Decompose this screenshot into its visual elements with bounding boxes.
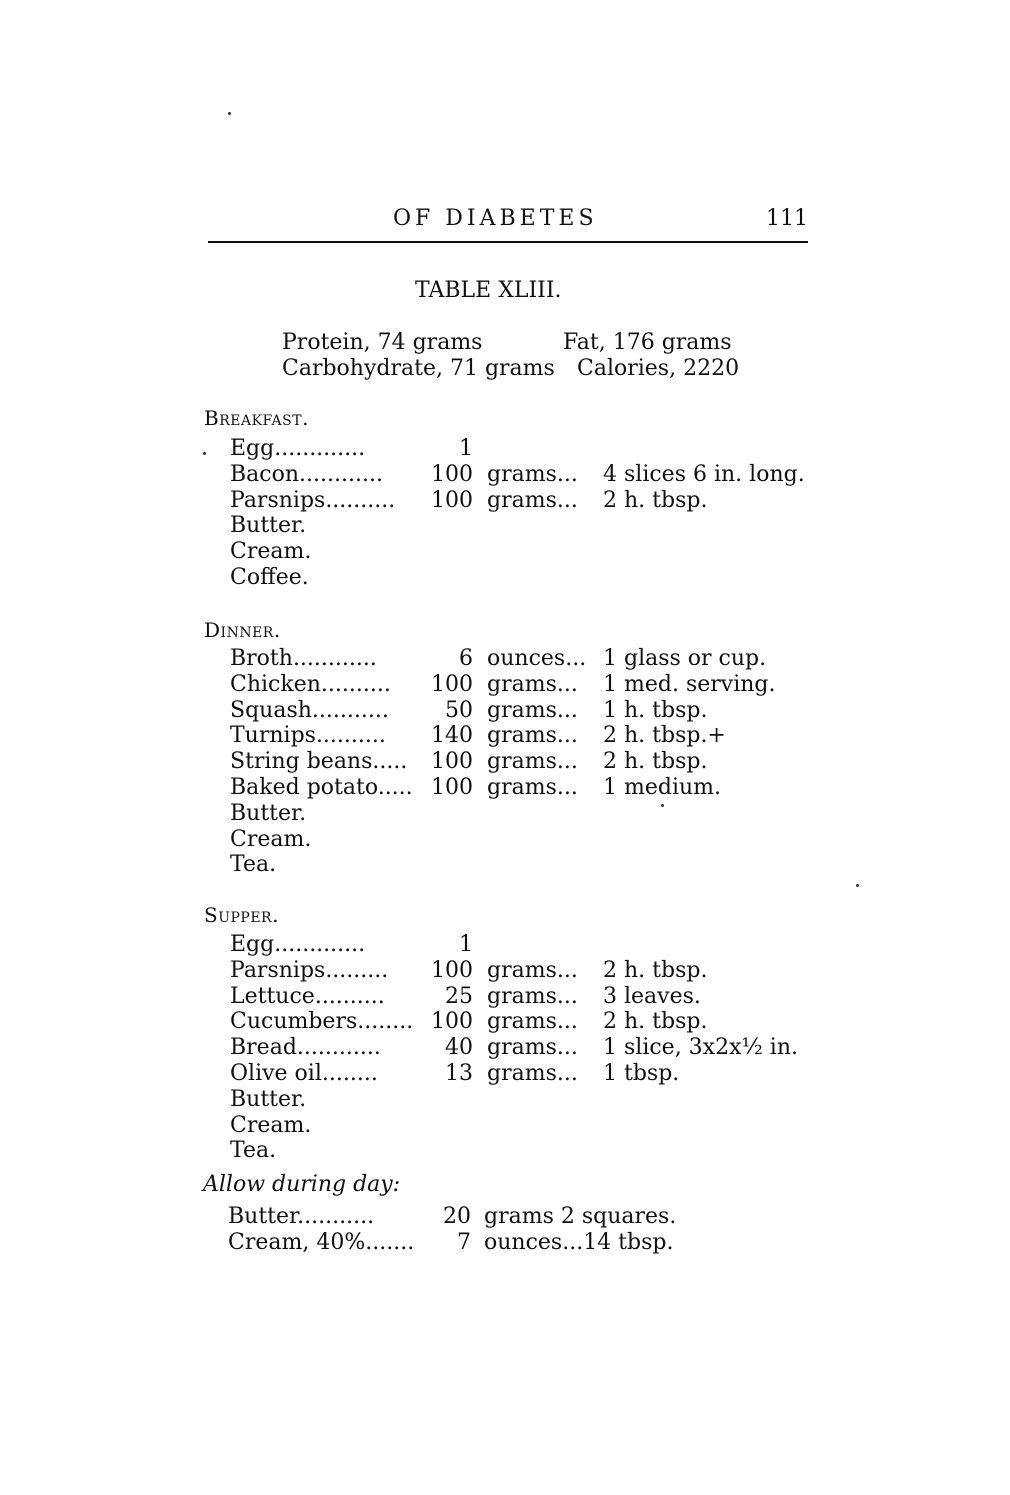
supper-row <box>230 958 830 984</box>
food-name: Bacon............ <box>230 461 383 487</box>
dinner-row <box>230 775 830 801</box>
summary-carbohydrate: Carbohydrate, 71 grams <box>282 356 555 381</box>
breakfast-heading: Breakfast. <box>204 406 309 430</box>
food-name: Tea. <box>230 852 277 878</box>
supper-row <box>230 984 830 1010</box>
supper-row <box>230 1113 830 1139</box>
household-measure: 1 med. serving. <box>603 671 776 697</box>
allow-heading: Allow during day: <box>203 1172 401 1197</box>
household-measure: 2 h. tbsp. <box>603 749 708 775</box>
food-unit: grams... <box>487 1035 578 1061</box>
household-measure: 1 tbsp. <box>603 1061 680 1086</box>
food-name: Squash........... <box>230 697 389 723</box>
household-measure: 1 h. tbsp. <box>603 697 708 723</box>
page-number: 111 <box>766 206 808 231</box>
dinner-row <box>230 698 830 724</box>
supper-row <box>230 1061 830 1087</box>
household-measure: 4 slices 6 in. long. <box>603 461 805 487</box>
food-quantity: 13 <box>445 1061 473 1086</box>
allow-row <box>228 1204 828 1230</box>
table-title: TABLE XLIII. <box>415 278 562 303</box>
dinner-row <box>230 672 830 698</box>
summary-fat: Fat, 176 grams <box>563 330 732 355</box>
food-name: Coffee. <box>230 565 309 590</box>
food-name: Parsnips.......... <box>230 487 396 513</box>
food-quantity: 25 <box>445 983 473 1009</box>
supper-row <box>230 1035 830 1061</box>
food-unit: ounces... <box>487 646 587 671</box>
breakfast-row <box>230 462 830 488</box>
print-speck <box>661 804 664 807</box>
food-name: Butter........... <box>228 1204 375 1229</box>
food-name: Broth............ <box>230 646 377 671</box>
header-rule <box>208 241 808 243</box>
food-unit: grams... <box>487 749 578 775</box>
dinner-row <box>230 852 830 878</box>
household-measure: 2 h. tbsp.+ <box>603 723 726 749</box>
food-quantity: 100 <box>431 487 473 513</box>
food-name: Tea. <box>230 1138 277 1164</box>
print-speck <box>856 884 859 887</box>
food-unit: grams... <box>487 775 578 800</box>
running-title: OF DIABETES <box>393 206 598 231</box>
food-quantity: 100 <box>431 671 473 697</box>
food-name: Egg............. <box>230 932 366 957</box>
household-measure: 2 h. tbsp. <box>603 1009 708 1035</box>
food-name: Cream. <box>230 539 312 565</box>
food-name: Turnips.......... <box>230 723 386 749</box>
food-unit: grams 2 squares. <box>484 1204 677 1229</box>
food-name: Butter. <box>230 800 307 826</box>
food-name: Cream, 40%....... <box>228 1229 415 1255</box>
household-measure: 3 leaves. <box>603 983 701 1009</box>
food-unit: grams... <box>487 983 578 1009</box>
print-speck <box>203 452 206 455</box>
household-measure: 2 h. tbsp. <box>603 487 708 513</box>
food-quantity: 100 <box>431 461 473 487</box>
summary-protein: Protein, 74 grams <box>282 330 483 355</box>
breakfast-row <box>230 488 830 514</box>
household-measure: 1 medium. <box>603 775 722 800</box>
supper-row <box>230 1009 830 1035</box>
food-name: Lettuce.......... <box>230 983 385 1009</box>
dinner-row <box>230 749 830 775</box>
food-unit: ounces...14 tbsp. <box>484 1229 674 1255</box>
supper-row <box>230 1087 830 1113</box>
food-unit: grams... <box>487 461 578 487</box>
food-name: Egg............. <box>230 436 366 461</box>
food-name: Cucumbers........ <box>230 1009 414 1035</box>
food-quantity: 140 <box>431 723 473 749</box>
food-quantity: 100 <box>431 775 473 800</box>
food-quantity: 7 <box>457 1229 471 1255</box>
food-name: Butter. <box>230 1086 307 1112</box>
food-name: String beans..... <box>230 749 408 775</box>
food-name: Baked potato..... <box>230 775 413 800</box>
breakfast-row <box>230 513 830 539</box>
dinner-row <box>230 827 830 853</box>
food-quantity: 50 <box>445 697 473 723</box>
breakfast-row <box>230 565 830 591</box>
household-measure: 1 slice, 3x2x½ in. <box>603 1035 799 1061</box>
supper-row <box>230 1138 830 1164</box>
food-name: Olive oil........ <box>230 1061 378 1086</box>
household-measure: 1 glass or cup. <box>603 646 767 671</box>
food-unit: grams... <box>487 671 578 697</box>
print-speck <box>228 112 231 115</box>
supper-heading: Supper. <box>204 903 279 927</box>
food-unit: grams... <box>487 1009 578 1035</box>
food-quantity: 100 <box>431 749 473 775</box>
food-unit: grams... <box>487 1061 578 1086</box>
breakfast-row <box>230 436 830 462</box>
food-name: Cream. <box>230 1112 312 1138</box>
allow-row <box>228 1230 828 1256</box>
food-quantity: 40 <box>445 1035 473 1061</box>
running-head <box>208 206 808 236</box>
food-quantity: 1 <box>459 932 473 957</box>
dinner-row <box>230 646 830 672</box>
food-name: Bread............ <box>230 1035 381 1061</box>
food-name: Parsnips......... <box>230 957 389 983</box>
breakfast-row <box>230 539 830 565</box>
food-quantity: 20 <box>443 1204 471 1229</box>
dinner-heading: Dinner. <box>204 618 281 642</box>
food-quantity: 6 <box>459 646 473 671</box>
supper-row <box>230 932 830 958</box>
food-unit: grams... <box>487 957 578 983</box>
food-name: Cream. <box>230 826 312 852</box>
food-quantity: 100 <box>431 1009 473 1035</box>
food-unit: grams... <box>487 487 578 513</box>
food-name: Butter. <box>230 513 307 539</box>
food-name: Chicken.......... <box>230 671 391 697</box>
food-unit: grams... <box>487 697 578 723</box>
dinner-row <box>230 723 830 749</box>
food-unit: grams... <box>487 723 578 749</box>
food-quantity: 100 <box>431 957 473 983</box>
dinner-row <box>230 801 830 827</box>
household-measure: 2 h. tbsp. <box>603 957 708 983</box>
food-quantity: 1 <box>459 436 473 461</box>
summary-calories: Calories, 2220 <box>577 356 740 381</box>
